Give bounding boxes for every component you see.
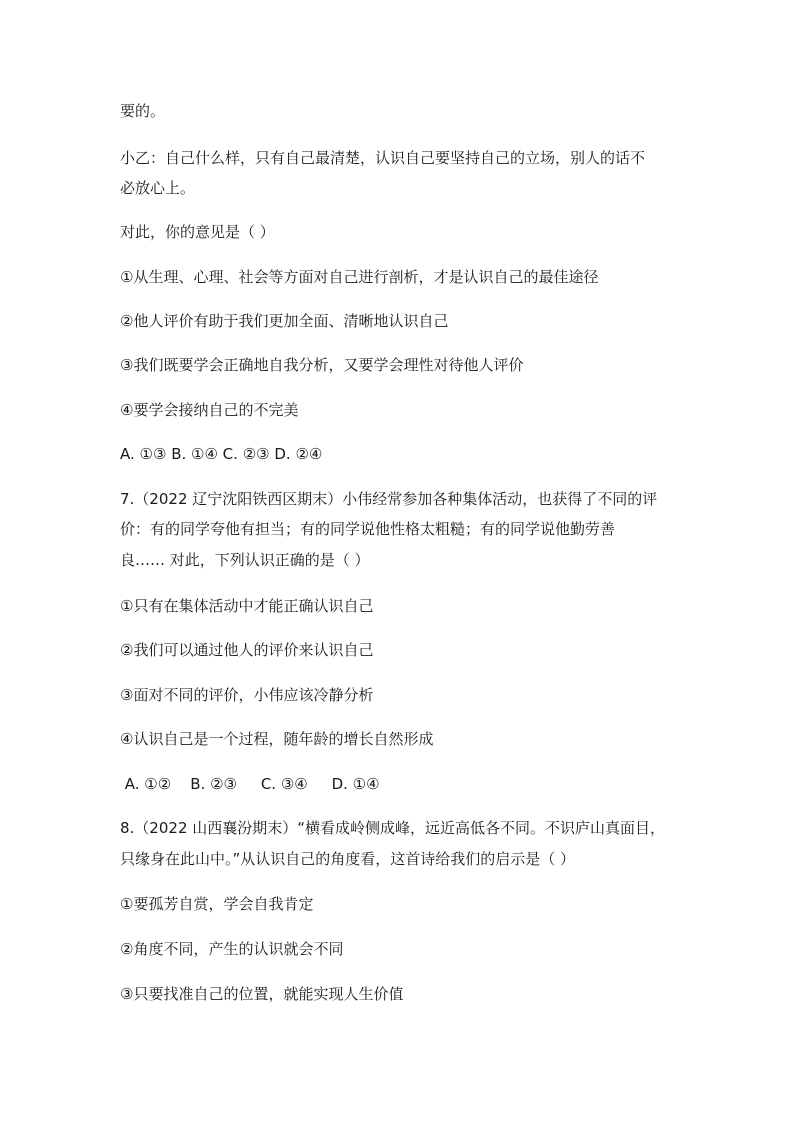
question-7-options: A. ①② B. ②③ C. ③④ D. ①④: [120, 775, 380, 793]
question-7-statement-3: ③面对不同的评价，小伟应该冷静分析: [120, 686, 374, 704]
question-8-statement-3: ③只要找准自己的位置，就能实现人生价值: [120, 985, 404, 1003]
statement-2: ②他人评价有助于我们更加全面、清晰地认识自己: [120, 312, 449, 330]
text-line-continuation: 要的。: [120, 102, 166, 120]
statement-3: ③我们既要学会正确地自我分析，又要学会理性对待他人评价: [120, 356, 524, 374]
text-line-xiaoyi: 小乙：自己什么样，只有自己最清楚，认识自己要坚持自己的立场，别人的话不: [120, 149, 646, 167]
question-7-statement-2: ②我们可以通过他人的评价来认识自己: [120, 641, 374, 659]
question-7-stem-cont: 价：有的同学夸他有担当；有的同学说他性格太粗糙；有的同学说他勤劳善: [120, 520, 616, 538]
question-prompt: 对此，你的意见是（ ）: [120, 223, 275, 241]
question-8-stem: 8.（2022 山西襄汾期末）“横看成岭侧成峰，远近高低各不同。不识庐山真面目，: [120, 819, 666, 837]
text-line-xiaoyi-cont: 必放心上。: [120, 179, 196, 197]
answer-options: A. ①③ B. ①④ C. ②③ D. ②④: [120, 445, 323, 463]
question-8-stem-cont: 只缘身在此山中。”从认识自己的角度看，这首诗给我们的启示是（ ）: [120, 850, 576, 868]
question-7-statement-4: ④认识自己是一个过程，随年龄的增长自然形成: [120, 730, 434, 748]
statement-4: ④要学会接纳自己的不完美: [120, 401, 299, 419]
question-8-statement-1: ①要孤芳自赏，学会自我肯定: [120, 895, 314, 913]
statement-1: ①从生理、心理、社会等方面对自己进行剖析，才是认识自己的最佳途径: [120, 268, 599, 286]
question-8-statement-2: ②角度不同，产生的认识就会不同: [120, 940, 344, 958]
question-7-statement-1: ①只有在集体活动中才能正确认识自己: [120, 597, 374, 615]
question-7-stem: 7.（2022 辽宁沈阳铁西区期末）小伟经常参加各种集体活动，也获得了不同的评: [120, 490, 658, 508]
question-7-stem-end: 良…… 对此，下列认识正确的是（ ）: [120, 551, 370, 569]
